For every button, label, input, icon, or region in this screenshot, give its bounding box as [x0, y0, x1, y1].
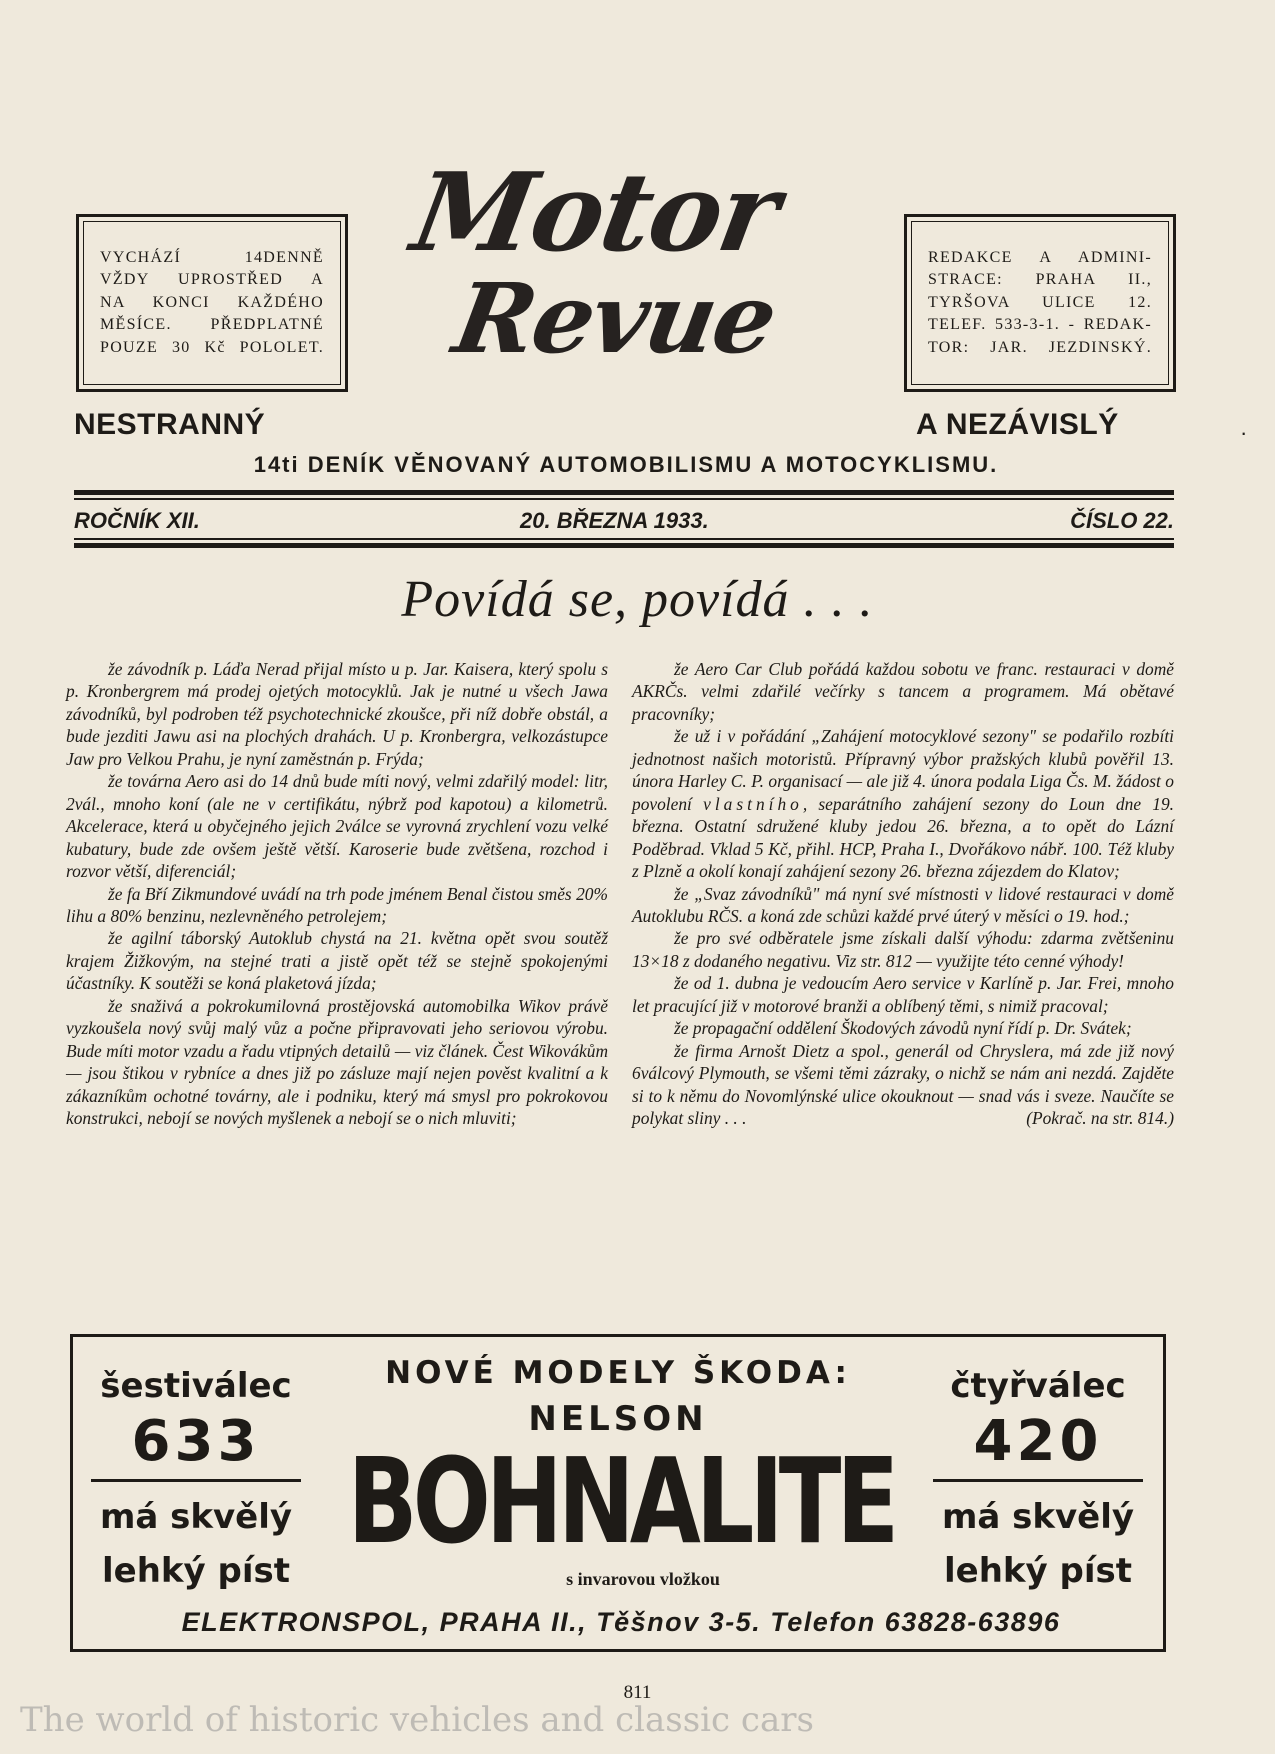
- masthead-subtitle: 14ti DENÍK VĚNOVANÝ AUTOMOBILISMU A MOTOCYKLISMU.: [253, 452, 999, 477]
- ad-heading: NOVÉ MODELY ŠKODA:: [385, 1355, 851, 1391]
- issue-date: 20. BŘEZNA 1933.: [520, 508, 709, 533]
- editorial-line: STRACE: PRAHA II.,: [928, 271, 1152, 289]
- tagline-left: NESTRANNÝ: [74, 408, 266, 441]
- ad-feature: lehký píst: [943, 1551, 1132, 1591]
- subscription-line: MĚSÍCE. PŘEDPLATNÉ: [100, 316, 324, 334]
- article-paragraph: že od 1. dubna je vedoucím Aero service v Karlíně p. Jar. Frei, mnoho let pracující již v motorové branži a oblíbený těmi, s nimiž pracoval;: [632, 973, 1174, 1016]
- tagline-right: A NEZÁVISLÝ: [916, 408, 1119, 441]
- ad-brand-small: NELSON: [528, 1399, 708, 1439]
- subscription-line: VŽDY UPROSTŘED A: [100, 271, 324, 289]
- ad-note: s invarovou vložkou: [566, 1569, 720, 1589]
- logo-motor: Motor: [403, 150, 787, 276]
- subscription-line: VYCHÁZÍ 14DENNĚ: [100, 248, 324, 266]
- ad-right-panel: [933, 1365, 1143, 1598]
- editorial-box: [904, 214, 1176, 392]
- advertisement: [70, 1334, 1166, 1652]
- ad-model-number: 633: [91, 1407, 301, 1482]
- logo-revue: Revue: [446, 262, 784, 375]
- page-number: 811: [623, 1682, 652, 1703]
- article-paragraph: [632, 1040, 1174, 1130]
- editorial-line: TELEF. 533-3-1. - REDAK-: [928, 316, 1152, 334]
- editorial-line: TOR: JAR. JEZDINSKÝ.: [928, 338, 1152, 356]
- editorial-line: REDAKCE A ADMINI-: [928, 248, 1152, 266]
- ad-feature: má skvělý: [941, 1497, 1135, 1537]
- article-paragraph: že Aero Car Club pořádá každou sobotu ve franc. restauraci v domě AKRČs. velmi zdařilé večírky s tancem a programem. Má obětavé pracovníky;: [632, 659, 1174, 724]
- article-emphasis: vlastního: [703, 793, 803, 814]
- rule-top-thin: [74, 498, 1174, 500]
- ad-engine-type: šestiválec: [100, 1366, 292, 1406]
- issue-number: ČÍSLO 22.: [1070, 508, 1174, 533]
- rule-bottom-thin: [74, 538, 1174, 540]
- tagline-dot: ·: [1240, 420, 1248, 445]
- article-paragraph: že agilní táborský Autoklub chystá na 21. května opět svou soutěž krajem Žižkovým, na stejné trati a jistě opět též se stejně spokojenými účastníky. K soutěži se koná plaketová jízda;: [66, 928, 608, 994]
- ad-feature: lehký píst: [101, 1551, 290, 1591]
- article-paragraph: že propagační oddělení Škodových závodů nyní řídí p. Dr. Svátek;: [674, 1018, 1132, 1039]
- watermark: The world of historic vehicles and classic cars: [20, 1700, 814, 1740]
- volume-label: ROČNÍK XII.: [74, 508, 200, 533]
- continued-note: (Pokrač. na str. 814.): [1026, 1108, 1174, 1129]
- article-paragraph: že závodník p. Láďa Nerad přijal místo u p. Jar. Kaisera, který spolu s p. Kronbergrem má prodej ojetých motocyklů. Jak je nutné u všech Jawa závodníků, byl podroben též psychotechnické zkoušce, při níž dobře obstál, a bude jezditi Jawu asi na plochých drahách. U p. Kronbergra, velkozástupce Jaw pro Velkou Prahu, je nyní zaměstnán p. Frýda;: [66, 659, 608, 769]
- article-column-right: [632, 658, 1174, 1130]
- article-column-left: [66, 658, 608, 1130]
- ad-brand-big: BOHNALITE: [347, 1433, 895, 1571]
- article-text: , separátního zahájení sezony do Loun dne 19. března. Ostatní sdružené kluby jedou 26. března, a to opět do Lázní Poděbrad. Vklad 5 Kč, přihl. HCP, Praha I., Dvořákovo nábř. 100. Též kluby z Plzně a okolí konají zahájení sezony 26. března zájezdem do Klatov;: [632, 793, 1174, 882]
- article-paragraph: že fa Bří Zikmundové uvádí na trh pode jménem Benal čistou směs 20% lihu a 80% benzinu, nezlevněného petrolejem;: [66, 883, 608, 926]
- ad-engine-type: čtyřválec: [950, 1366, 1126, 1406]
- article-paragraph: že továrna Aero asi do 14 dnů bude míti nový, velmi zdařilý model: litr, 2vál., mnoho koní (ale ne v certifikátu, nýbrž pod kapotou) a kilometrů. Akcelerace, která u obyčejného jejich 2válce se vyrovná zrychlení vozu velké kubatury, bude zde ovšem ještě větší. Karoserie bude zvětšena, rozchod i rozvor větší, diferenciál;: [66, 771, 608, 882]
- subscription-line: NA KONCI KAŽDÉHO: [100, 293, 324, 311]
- article-paragraph: [632, 725, 1174, 882]
- subscription-box: [76, 214, 348, 392]
- ad-feature: má skvělý: [99, 1497, 293, 1537]
- article-paragraph: že „Svaz závodníků" má nyní své místnosti v lidové restauraci v domě Autoklubu RČS. a koná zde schůzi každé prvé úterý v měsíci o 19. hod.;: [632, 883, 1174, 926]
- article-paragraph: že snaživá a pokrokumilovná prostějovská automobilka Wikov právě vyzkoušela nový svůj malý vůz a počne připravovati jeho seriovou výrobu. Bude míti motor vzadu a řadu vtipných detailů — viz článek. Čest Wikovákům — jsou štikou v rybníce a dnes již po zásluze mají nejen pověst kvalitní a k zákazníkům ochotné továrny, ale i podniku, který má smysl pro pokrokovou konstrukci, nebojí se nových myšlenek a nebojí se o nich mluviti;: [66, 995, 608, 1129]
- subscription-line: POUZE 30 Kč POLOLET.: [100, 338, 324, 356]
- rule-top: [74, 490, 1174, 495]
- ad-address: ELEKTRONSPOL, PRAHA II., Těšnov 3-5. Telefon 63828-63896: [181, 1607, 1061, 1637]
- article-text: že už i v pořádání „Zahájení motocyklové sezony" se podařilo rozbíti jednotnost našich motoristů. Přípravný výbor pražských klubů pověřil 13. února Harley C. P. organisací — ale již 4. února podala Liga Čs. M. žádost o povolení: [632, 726, 1174, 814]
- rule-bottom: [74, 543, 1174, 548]
- editorial-line: TYRŠOVA ULICE 12.: [928, 293, 1152, 311]
- issue-row: [74, 508, 1174, 538]
- article-text: že firma Arnošt Dietz a spol., generál od Chryslera, má zde již nový 6válcový Plymouth, se všemi těmi zázraky, o nichž se nám ani nezdá. Zajděte si to k němu do Novomlýnské ulice okouknout — snad vás i sveze. Naučíte se polykat sliny . . .: [632, 1040, 1174, 1129]
- article-title: Povídá se, povídá . . .: [401, 571, 874, 628]
- ad-model-number: 420: [933, 1407, 1143, 1482]
- article-paragraph: že pro své odběratele jsme získali další výhodu: zdarma zvětšeninu 13×18 z dodaného negativu. Viz str. 812 — využijte této cenné výhody!: [632, 928, 1174, 971]
